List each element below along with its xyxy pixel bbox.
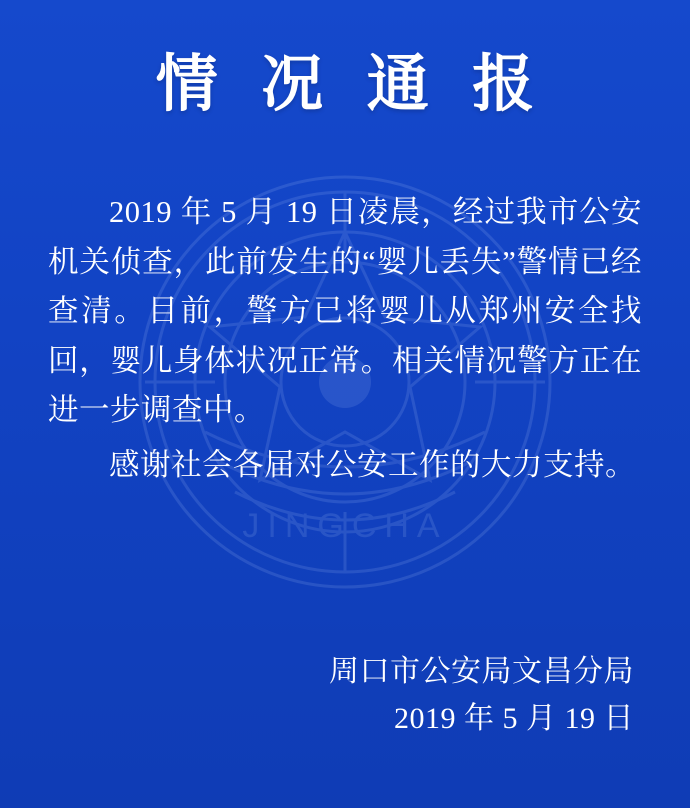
signature-block bbox=[34, 649, 656, 782]
paragraph-2: 感谢社会各届对公安工作的大力支持。 bbox=[109, 448, 636, 483]
page-title: 情 况 通 报 bbox=[155, 51, 549, 119]
signature-date: 2019 年 5 月 19 日 bbox=[394, 701, 634, 735]
signature-organization: 周口市公安局文昌分局 bbox=[329, 655, 634, 688]
notice-body bbox=[34, 188, 656, 496]
paragraph-1: 2019 年 5 月 19 日凌晨，经过我市公安机关侦查，此前发生的“婴儿丢失”警情已经查清。目前，警方已将婴儿从郑州安全找回，婴儿身体状况正常。相关情况警方正在进一步调查中。 bbox=[48, 195, 642, 428]
watermark-text: JINGCHA bbox=[242, 507, 448, 545]
layout-spacer bbox=[34, 497, 656, 649]
